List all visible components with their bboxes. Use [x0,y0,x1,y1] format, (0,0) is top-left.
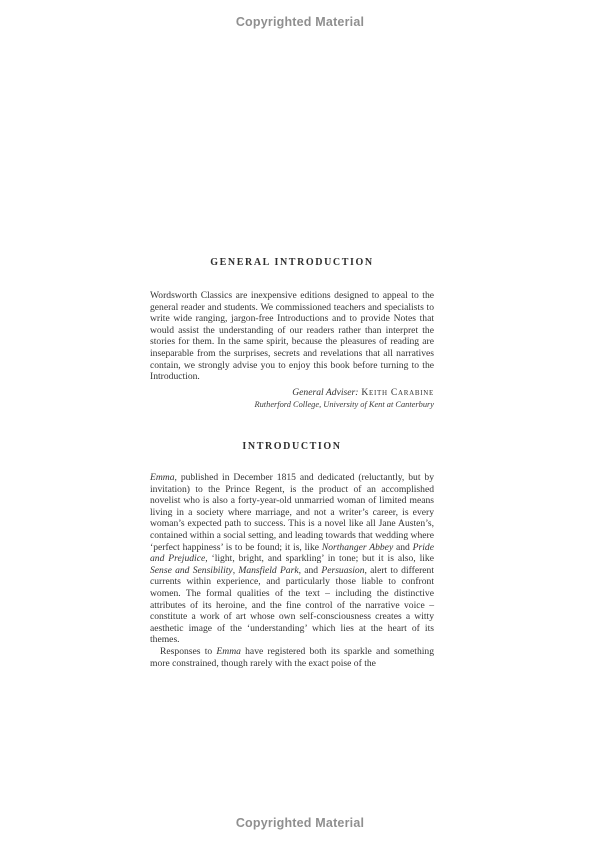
introduction-heading: INTRODUCTION [242,441,342,452]
general-introduction-heading: GENERAL INTRODUCTION [210,257,374,268]
copyright-notice-top: Copyrighted Material [235,15,365,29]
adviser-affiliation: Rutherford College, University of Kent at Canterbury [254,400,434,409]
introduction-paragraph-1: Emma, published in December 1815 and dedicated (reluctantly, but by invitation) to the Prince Regent, is the product of an accomplished novelist who is also a forty-year-old unmarried woman of limited means living in a society where marriage, and not a writer’s career, is every woman’s expected path to success. This is a novel like all Jane Austen’s, contained within a social setting, and leading towards that wedding where ‘perfect happiness’ is to be found; it is, like Northanger Abbey and Pride and Prejudice, ‘light, bright, and sparkling’ in tone; but it is also, like Sense and Sensibility, Mansfield Park, and Persuasion, alert to different currents within experience, and particularly those liable to confront women. The formal qualities of the text – including the distinctive attributes of its heroine, and the fine control of the narrative voice – constitute a work of art whose own self-consciousness creates a witty aesthetic image of the ‘understanding’ which lies at the heart of its themes. [150,472,434,646]
general-adviser-label: General Adviser: [292,387,359,398]
introduction-text [150,472,434,669]
general-adviser-name: Keith Carabine [361,387,434,398]
introduction-paragraph-2: Responses to Emma have registered both its sparkle and something more constrained, though rarely with the exact poise of the [150,645,435,669]
general-introduction-text: Wordsworth Classics are inexpensive editions designed to appeal to the general reader and students. We commissioned teachers and specialists to write wide ranging, jargon-free Introductions and to provide Notes that would assist the understanding of our readers rather than interpret the stories for them. In the same spirit, because the pleasures of reading are inseparable from the surprises, secrets and revelations that all narratives contain, we strongly advise you to enjoy this book before turning to the Introduction. [150,290,434,383]
copyright-notice-bottom: Copyrighted Material [235,816,365,830]
general-adviser-line [150,387,434,398]
